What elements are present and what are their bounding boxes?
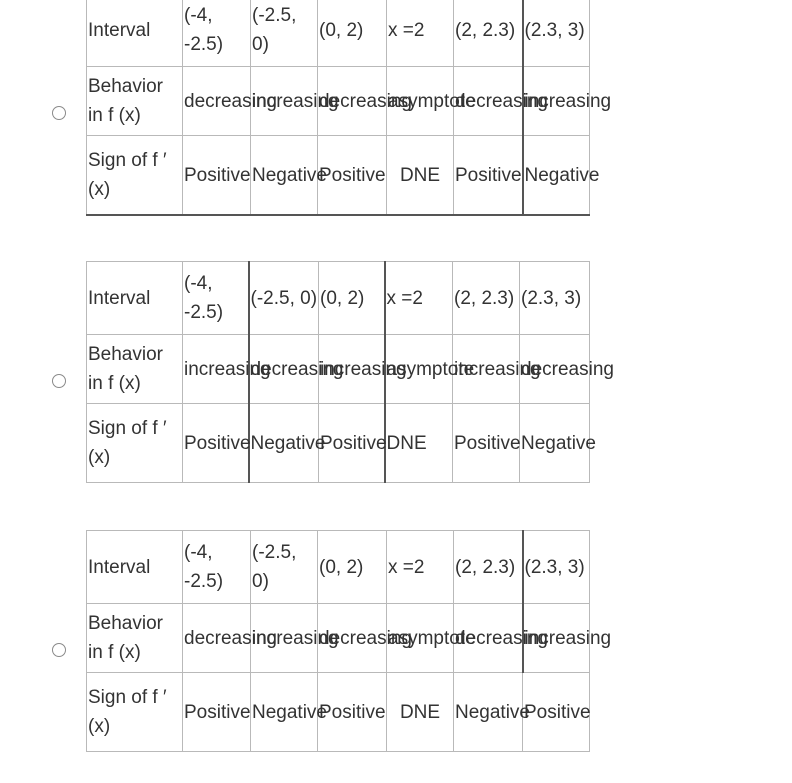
sign-cell: Negative <box>454 673 523 752</box>
interval-cell: (-2.5, 0) <box>251 0 318 67</box>
sign-chart-table-b <box>86 261 614 483</box>
sign-cell: DNE <box>387 673 454 752</box>
behavior-cell: decreasing <box>183 67 251 136</box>
interval-cell: x =2 <box>385 262 453 335</box>
sign-cell: Positive <box>454 136 523 216</box>
row-header-behavior: Behavior in f (x) <box>87 335 183 404</box>
answer-option-a <box>0 0 792 240</box>
row-header-interval: Interval <box>87 0 183 67</box>
sign-cell: Positive <box>319 404 385 483</box>
behavior-cell: increasing <box>523 604 590 673</box>
interval-cell: (2.3, 3) <box>520 262 590 335</box>
interval-cell: (0, 2) <box>319 262 385 335</box>
row-header-sign: Sign of f ′ (x) <box>87 136 183 216</box>
interval-cell: (2, 2.3) <box>454 531 523 604</box>
answer-option-c <box>0 510 792 783</box>
sign-cell: Negative <box>249 404 319 483</box>
sign-cell: DNE <box>387 136 454 216</box>
row-header-interval: Interval <box>87 531 183 604</box>
answer-option-b <box>0 240 792 510</box>
radio-button-option-a[interactable] <box>52 106 66 120</box>
interval-cell: (0, 2) <box>318 531 387 604</box>
radio-button-option-c[interactable] <box>52 643 66 657</box>
sign-cell: Positive <box>183 404 249 483</box>
sign-cell: Negative <box>520 404 590 483</box>
interval-cell: (-2.5, 0) <box>251 531 318 604</box>
interval-cell: x =2 <box>387 0 454 67</box>
behavior-cell: asymptote <box>387 67 454 136</box>
behavior-cell: asymptote <box>385 335 453 404</box>
sign-cell: Positive <box>523 673 590 752</box>
sign-chart-table-a <box>86 0 612 216</box>
behavior-cell: asymptote <box>387 604 454 673</box>
sign-cell: Negative <box>251 673 318 752</box>
sign-cell: Negative <box>523 136 590 216</box>
interval-cell: (2.3, 3) <box>523 531 590 604</box>
behavior-cell: decreasing <box>520 335 590 404</box>
row-header-sign: Sign of f ′ (x) <box>87 404 183 483</box>
behavior-cell: increasing <box>523 67 590 136</box>
interval-cell: x =2 <box>387 531 454 604</box>
row-header-sign: Sign of f ′ (x) <box>87 673 183 752</box>
behavior-cell: increasing <box>183 335 249 404</box>
sign-cell: Positive <box>318 136 387 216</box>
sign-cell: Positive <box>183 673 251 752</box>
row-header-interval: Interval <box>87 262 183 335</box>
behavior-cell: increasing <box>251 604 318 673</box>
interval-cell: (2, 2.3) <box>453 262 520 335</box>
behavior-cell: increasing <box>251 67 318 136</box>
behavior-cell: decreasing <box>454 67 523 136</box>
sign-cell: Positive <box>318 673 387 752</box>
behavior-cell: decreasing <box>454 604 523 673</box>
behavior-cell: decreasing <box>318 604 387 673</box>
sign-chart-table-c <box>86 530 612 752</box>
interval-cell: (0, 2) <box>318 0 387 67</box>
interval-cell: (2.3, 3) <box>523 0 590 67</box>
behavior-cell: increasing <box>453 335 520 404</box>
interval-cell: (-2.5, 0) <box>249 262 319 335</box>
behavior-cell: decreasing <box>318 67 387 136</box>
row-header-behavior: Behavior in f (x) <box>87 67 183 136</box>
radio-button-option-b[interactable] <box>52 374 66 388</box>
sign-cell: DNE <box>385 404 453 483</box>
behavior-cell: increasing <box>319 335 385 404</box>
sign-cell: Positive <box>453 404 520 483</box>
interval-cell: (2, 2.3) <box>454 0 523 67</box>
interval-cell: (-4, -2.5) <box>183 531 251 604</box>
sign-cell: Negative <box>251 136 318 216</box>
interval-cell: (-4, -2.5) <box>183 262 249 335</box>
sign-cell: Positive <box>183 136 251 216</box>
behavior-cell: decreasing <box>249 335 319 404</box>
interval-cell: (-4, -2.5) <box>183 0 251 67</box>
behavior-cell: decreasing <box>183 604 251 673</box>
row-header-behavior: Behavior in f (x) <box>87 604 183 673</box>
